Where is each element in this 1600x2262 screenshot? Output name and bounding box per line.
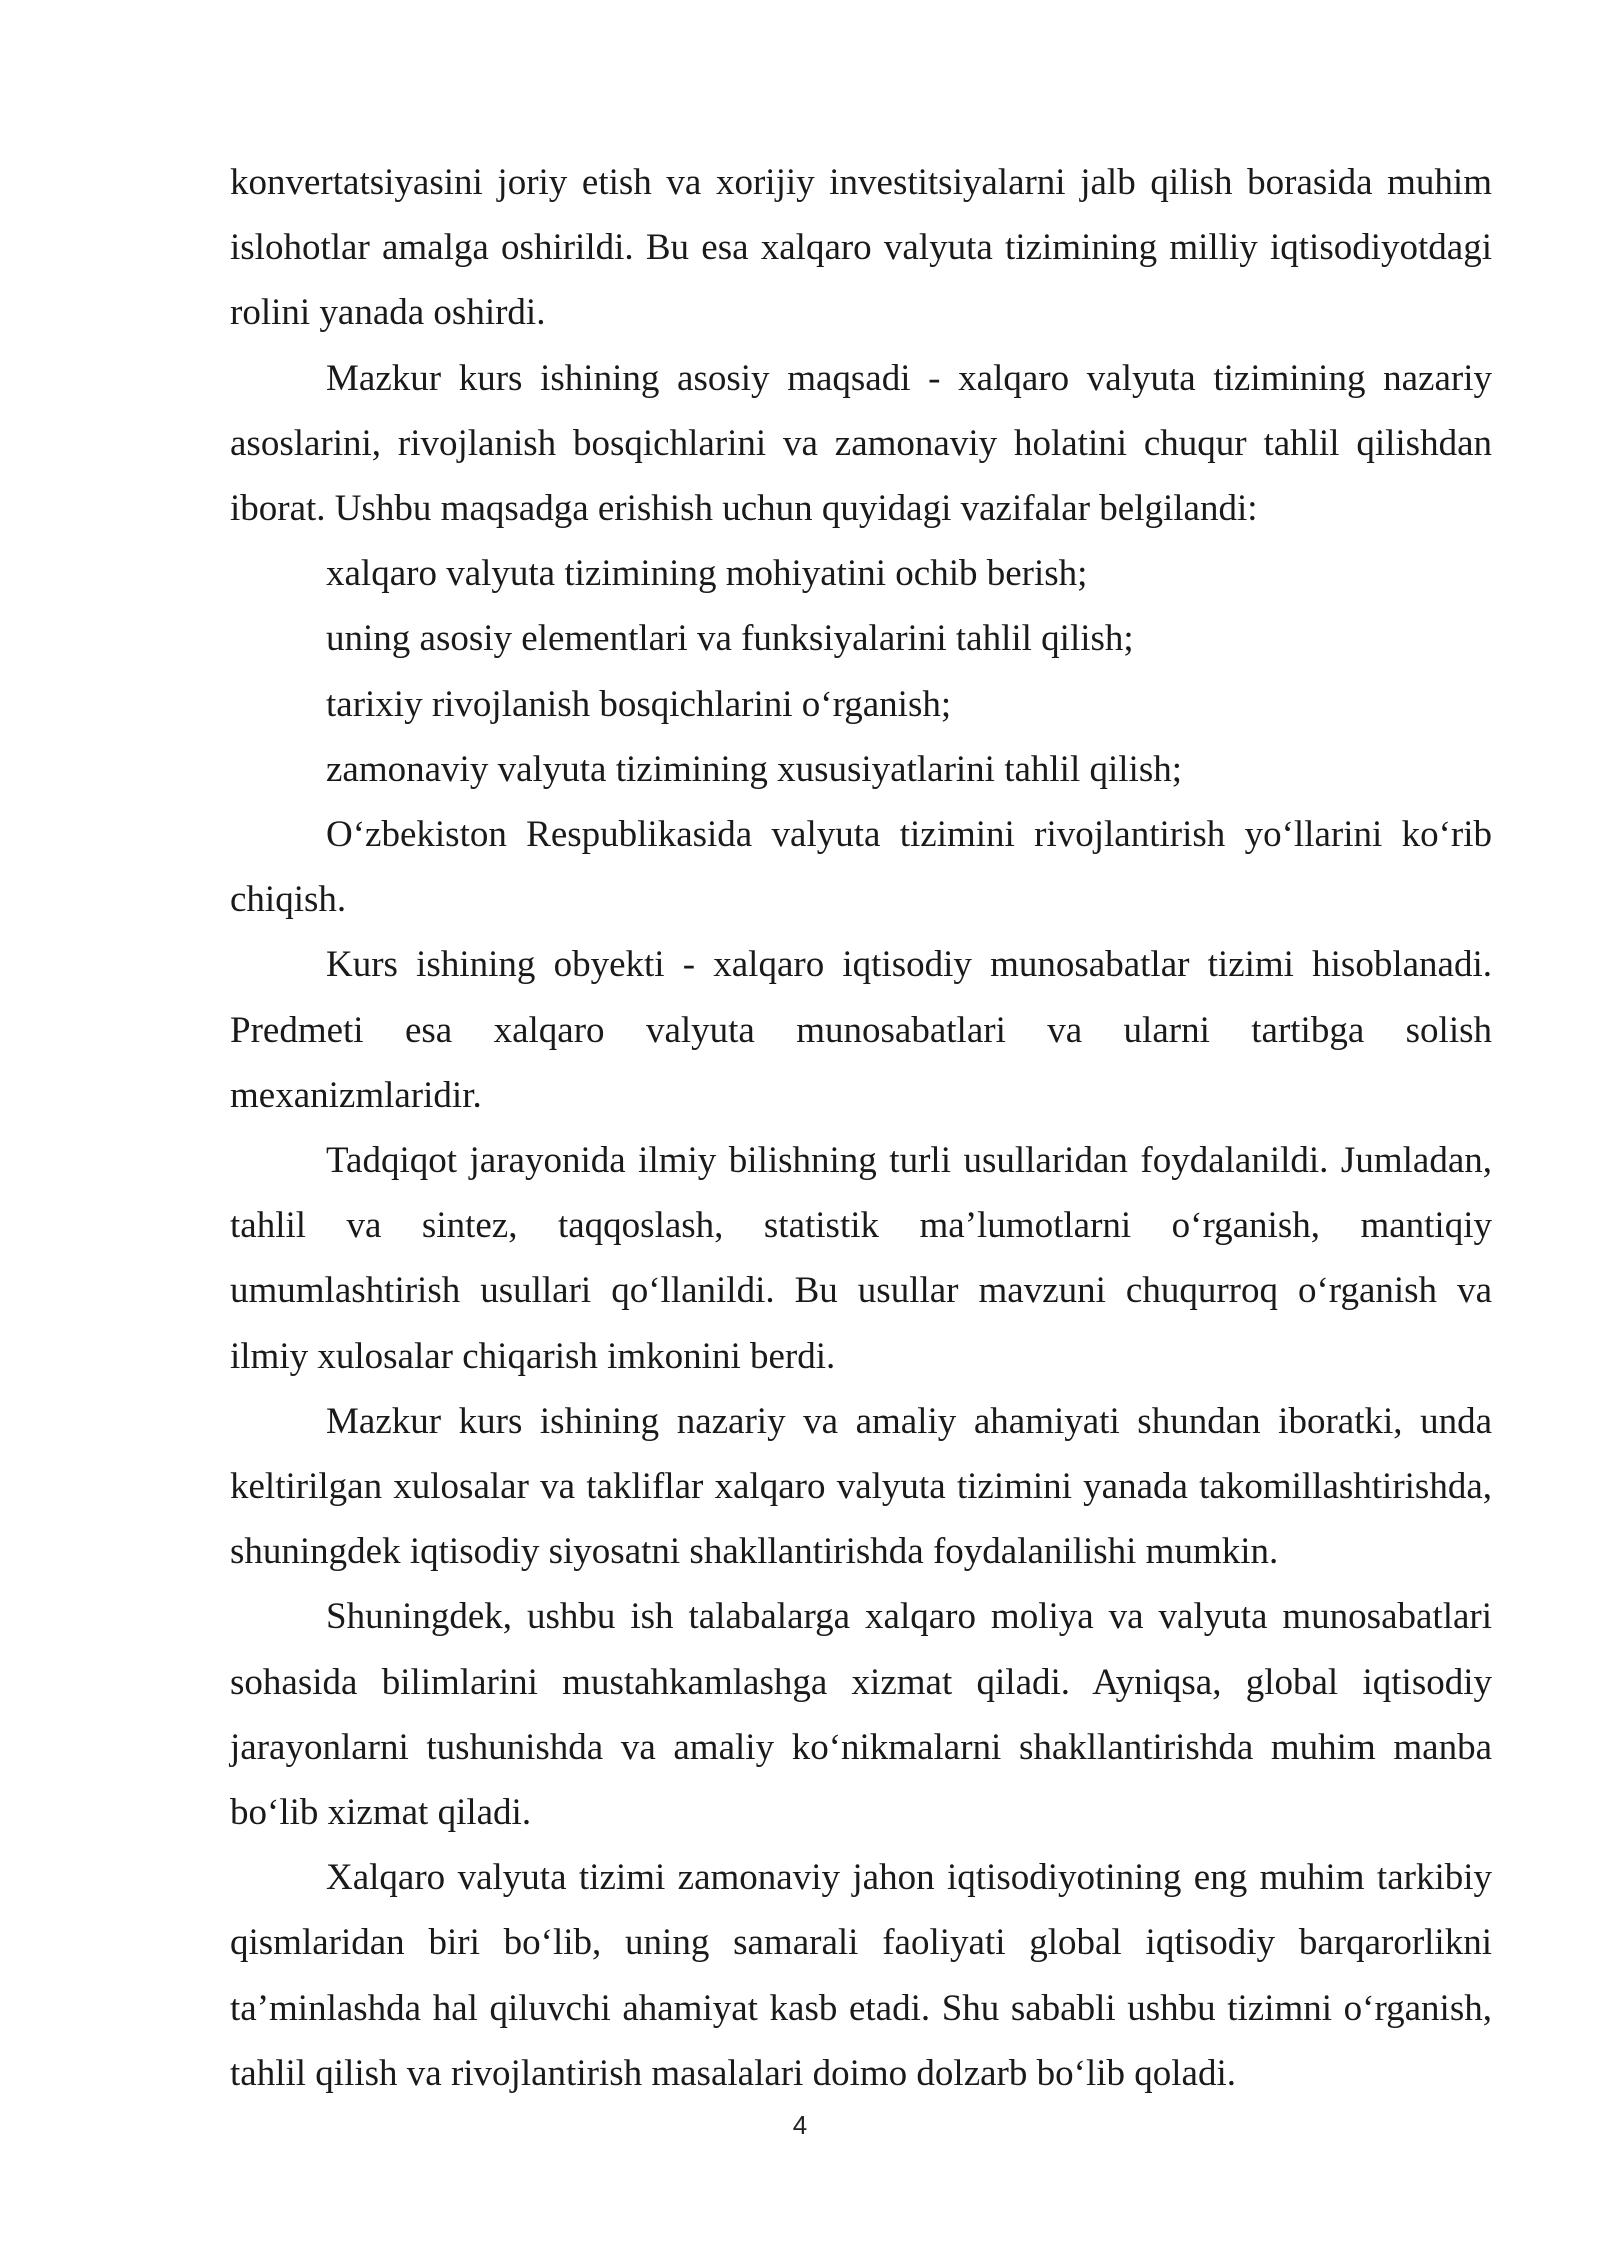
paragraph-significance: Mazkur kurs ishining nazariy va amaliy ahamiyati shundan iboratki, unda keltirilgan xulosalar va takliflar xalqaro valyuta tizimini yanada takomillashtirishda, shuningdek iqtisodiy siyosatni shakllantirishda foydalanilishi mumkin.	[230, 1400, 1492, 1573]
task-item: uning asosiy elementlari va funksiyalarini tahlil qilish;	[326, 618, 1134, 660]
page-number: 4	[792, 2110, 808, 2140]
paragraph-conclusion: Xalqaro valyuta tizimi zamonaviy jahon iqtisodiyotining eng muhim tarkibiy qismlaridan biri bo‘lib, uning samarali faoliyati global iqtisodiy barqarorlikni ta’minlashda hal qiluvchi ahamiyat kasb etadi. Shu sababli ushbu tizimni o‘rganish, tahlil qilish va rivojlantirish masalalari doimo dolzarb bo‘lib qoladi.	[230, 1857, 1492, 2094]
paragraph-aim: Mazkur kurs ishining asosiy maqsadi - xalqaro valyuta tizimining nazariy asoslarini, rivojlanish bosqichlarini va zamonaviy holatini chuqur tahlil qilishdan iborat. Ushbu maqsadga erishish uchun quyidagi vazifalar belgilandi:	[230, 357, 1492, 530]
paragraph-methods: Tadqiqot jarayonida ilmiy bilishning turli usullaridan foydalanildi. Jumladan, tahlil va sintez, taqqoslash, statistik ma’lumotlarni o‘rganish, mantiqiy umumlashtirish usullari qo‘llanildi. Bu usullar mavzuni chuqurroq o‘rganish va ilmiy xulosalar chiqarish imkonini berdi.	[230, 1140, 1492, 1377]
task-item: zamonaviy valyuta tizimining xususiyatlarini tahlil qilish;	[326, 748, 1183, 790]
paragraph-object: Kurs ishining obyekti - xalqaro iqtisodiy munosabatlar tizimi hisoblanadi. Predmeti esa xalqaro valyuta munosabatlari va ularni tartibga solish mexanizmlaridir.	[230, 944, 1492, 1116]
document-page	[230, 150, 1492, 2106]
task-item: O‘zbekiston Respublikasida valyuta tizimini rivojlantirish yo‘llarini ko‘rib chiqish.	[230, 814, 1492, 921]
task-item: tarixiy rivojlanish bosqichlarini o‘rganish;	[326, 683, 952, 725]
paragraph-students: Shuningdek, ushbu ish talabalarga xalqaro moliya va valyuta munosabatlari sohasida bilimlarini mustahkamlashga xizmat qiladi. Ayniqsa, global iqtisodiy jarayonlarni tushunishda va amaliy ko‘nikmalarni shakllantirishda muhim manba bo‘lib xizmat qiladi.	[230, 1596, 1492, 1834]
task-item: xalqaro valyuta tizimining mohiyatini ochib berish;	[326, 553, 1088, 595]
paragraph-continuation: konvertatsiyasini joriy etish va xorijiy investitsiyalarni jalb qilish borasida muhim islohotlar amalga oshirildi. Bu esa xalqaro valyuta tizimining milliy iqtisodiyotdagi rolini yanada oshirdi.	[230, 162, 1492, 334]
